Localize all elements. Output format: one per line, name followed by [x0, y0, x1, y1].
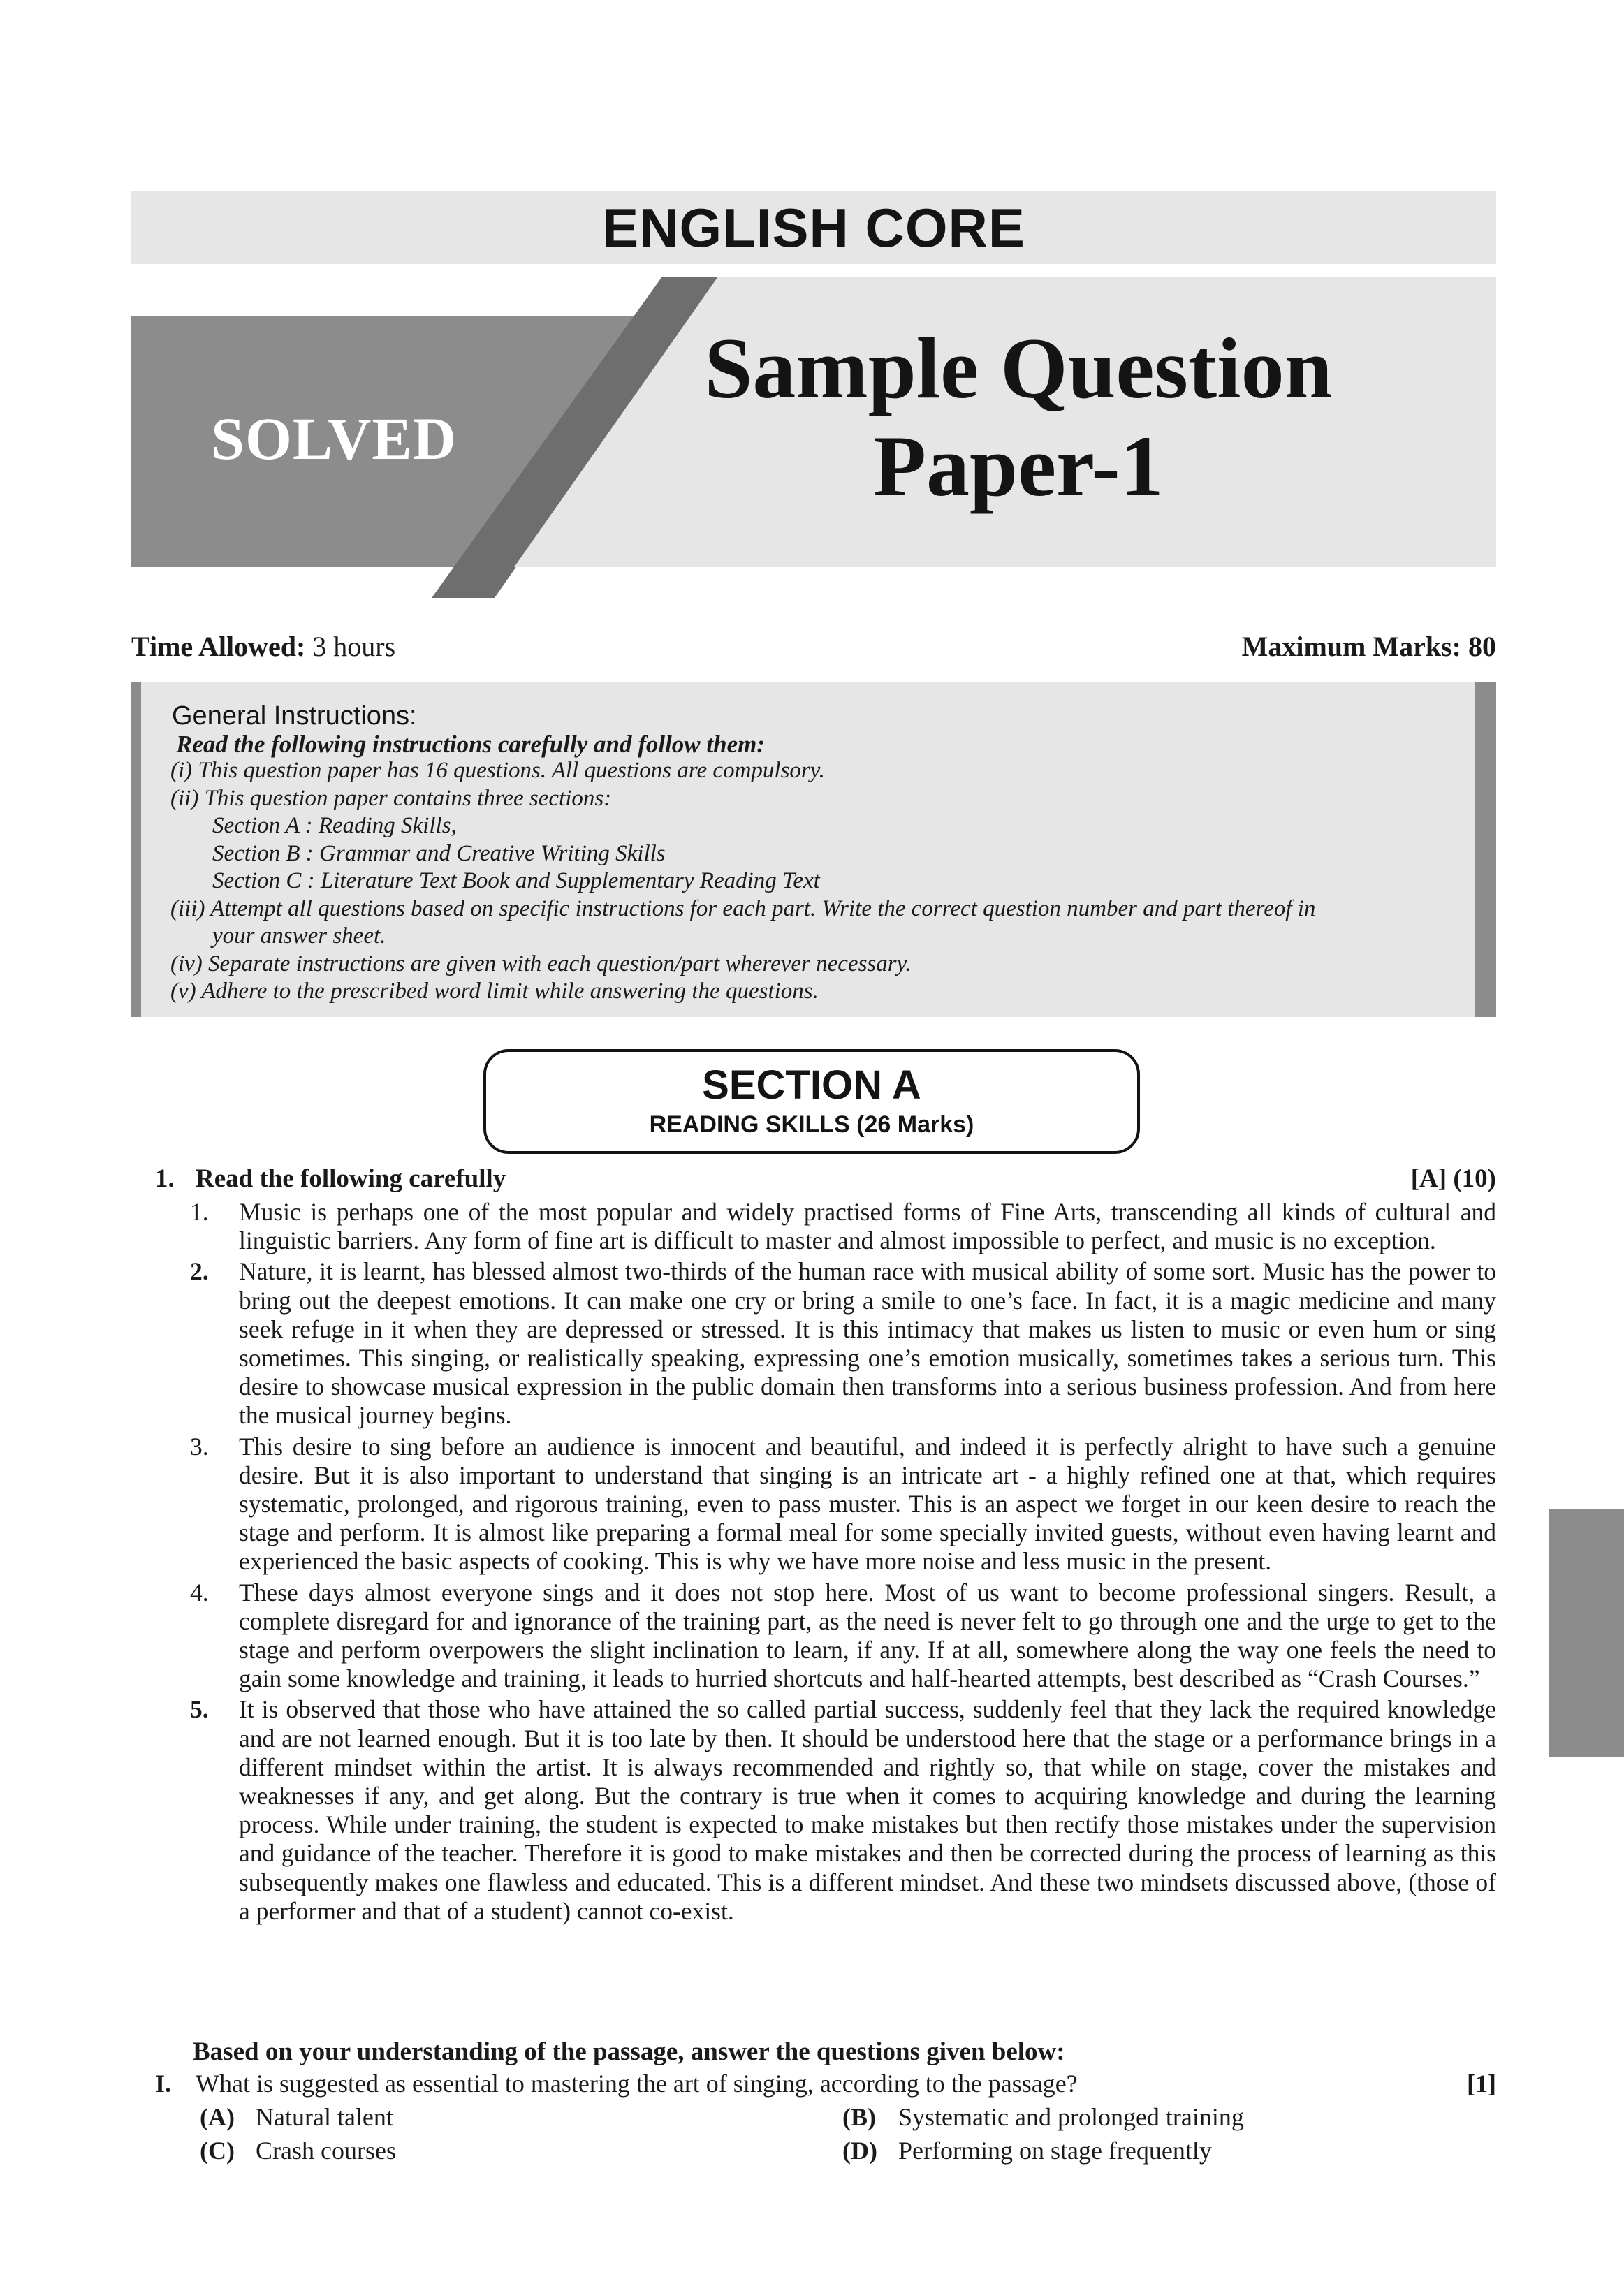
option-text: Systematic and prolonged training	[898, 2103, 1244, 2131]
question-header	[155, 1164, 1496, 1197]
time-allowed	[131, 630, 395, 663]
option-label: (B)	[842, 2103, 876, 2131]
exam-meta	[131, 630, 1496, 672]
paragraph-text: These days almost everyone sings and it does not stop here. Most of us want to become professional singers. Result, a complete disregard for and ignorance of the training part, as the need is never felt to go through one and the urge to get to the stage and perform overpowers the slight inclination to learn, if any. If at all, somewhere along the way one feels the need to gain some knowledge and training, it leads to hurried shortcuts and half-hearted attempts, best described as “Crash Courses.”	[239, 1578, 1496, 1693]
instructions-right-bar	[1475, 682, 1496, 1017]
passage-paragraph	[190, 1257, 1496, 1430]
sub-question-text: What is suggested as essential to mastering the art of singing, according to the passage?	[196, 2070, 1078, 2098]
instruction-line: (ii) This question paper contains three sections:	[170, 785, 612, 811]
title-banner	[131, 277, 1496, 598]
subject-title: ENGLISH CORE	[602, 196, 1025, 258]
passage-paragraph	[190, 1433, 1496, 1576]
paper-title	[662, 320, 1375, 515]
instruction-line: (iii) Attempt all questions based on specific instructions for each part. Write the correct question number and part thereof in	[170, 895, 1316, 921]
time-label: Time Allowed:	[131, 631, 306, 662]
paper-title-line2: Paper-1	[873, 418, 1164, 514]
instruction-line: Section C : Literature Text Book and Supplementary Reading Text	[212, 868, 820, 893]
paragraph-text: It is observed that those who have attained the so called partial success, suddenly feel that they lack the required knowledge and are not learned enough. But it is too late by then. It should be understood here that the stage or a performance brings in a different mindset within the artist. It is always recommended and rightly so, that while on stage, cover the mistakes and weaknesses if any, and get along. But the contrary is true when it comes to acquiring knowledge and during the learning process. While under training, the student is expected to make mistakes but then rectify those mistakes under the supervision and guidance of the teacher. Therefore it is good to make mistakes and then be corrected during the process of learning as this subsequently makes one flawless and educated. This is a different mindset. And these two mindsets discussed above, (those of a performer and that of a student) cannot co-exist.	[239, 1695, 1496, 1925]
subject-bar	[131, 191, 1496, 264]
paper-title-line1: Sample Question	[704, 321, 1333, 416]
side-thumb-tab	[1549, 1509, 1624, 1757]
passage-paragraph	[190, 1695, 1496, 1926]
sub-question-number: I.	[155, 2070, 172, 2098]
section-title: SECTION A	[702, 1062, 921, 1108]
instruction-line: Section A : Reading Skills,	[212, 813, 457, 838]
solved-badge: SOLVED	[211, 405, 457, 472]
paragraph-number: 2.	[190, 1257, 209, 1286]
instruction-line: your answer sheet.	[212, 923, 386, 949]
instruction-line: (iv) Separate instructions are given with each question/part wherever necessary.	[170, 951, 912, 976]
option-d	[842, 2136, 1212, 2165]
instructions-subtitle: Read the following instructions carefully and follow them:	[176, 731, 765, 758]
paragraph-text: Music is perhaps one of the most popular and widely practised forms of Fine Arts, transcending all kinds of cultural and linguistic barriers. Any form of fine art is difficult to master and almost impossible to perfect, and music is no exception.	[239, 1198, 1496, 1255]
section-header	[483, 1049, 1140, 1154]
maximum-marks: Maximum Marks: 80	[1241, 631, 1496, 662]
instructions-left-bar	[131, 682, 141, 1017]
option-text: Performing on stage frequently	[898, 2137, 1212, 2165]
paragraph-text: This desire to sing before an audience is innocent and beautiful, and indeed it is perfectly alright to have such a genuine desire. But it is also important to understand that singing is an intricate art - a highly refined one at that, which requires systematic, prolonged, and rigorous training, even to pass muster. This is an aspect we forget in our keen desire to reach the stage and perform. It is almost like preparing a formal meal for some specially invited guests, without even having learnt and experienced the basic aspects of cooking. This is why we have more noise and less music in the present.	[239, 1432, 1496, 1576]
questions-prompt: Based on your understanding of the passage, answer the questions given below:	[193, 2037, 1065, 2066]
option-b	[842, 2102, 1244, 2132]
option-text: Natural talent	[256, 2103, 393, 2131]
general-instructions	[131, 682, 1496, 1017]
sub-question-marks: [1]	[1467, 2070, 1496, 2098]
question-marks: [A] (10)	[1410, 1164, 1496, 1193]
paragraph-number: 3.	[190, 1432, 209, 1461]
section-subtitle: READING SKILLS (26 Marks)	[649, 1111, 974, 1138]
paragraph-text: Nature, it is learnt, has blessed almost two-thirds of the human race with musical ability of some sort. Music has the power to bring out the deepest emotions. It can make one cry or bring a smile to one’s face. In fact, it is a magic medicine and many seek refuge in it when they are depressed or stressed. It is this intimacy that makes us listen to music or even hum or sing sometimes. This singing, or realistically speaking, expressing one’s emotion musically, sometimes takes a serious turn. This desire to showcase musical expression in the public domain then transforms into a serious business profession. And from here the musical journey begins.	[239, 1257, 1496, 1430]
reading-passage	[190, 1198, 1496, 1928]
option-c	[200, 2136, 396, 2165]
instructions-list	[170, 757, 1470, 1006]
option-label: (C)	[200, 2137, 235, 2165]
instructions-title: General Instructions:	[172, 701, 417, 731]
instruction-line: (v) Adhere to the prescribed word limit while answering the questions.	[170, 979, 819, 1004]
passage-paragraph	[190, 1579, 1496, 1694]
option-label: (D)	[842, 2137, 877, 2165]
question-number: 1.	[155, 1164, 175, 1193]
paragraph-number: 4.	[190, 1578, 209, 1606]
question-text: Read the following carefully	[196, 1164, 506, 1193]
option-a	[200, 2102, 393, 2132]
paragraph-number: 5.	[190, 1695, 209, 1724]
option-text: Crash courses	[256, 2137, 396, 2165]
passage-paragraph	[190, 1198, 1496, 1255]
option-label: (A)	[200, 2103, 235, 2131]
instruction-line: Section B : Grammar and Creative Writing Skills	[212, 840, 666, 866]
time-value: 3 hours	[312, 631, 396, 662]
sub-question	[155, 2069, 1496, 2102]
instruction-line: (i) This question paper has 16 questions. All questions are compulsory.	[170, 758, 825, 783]
paragraph-number: 1.	[190, 1198, 209, 1226]
